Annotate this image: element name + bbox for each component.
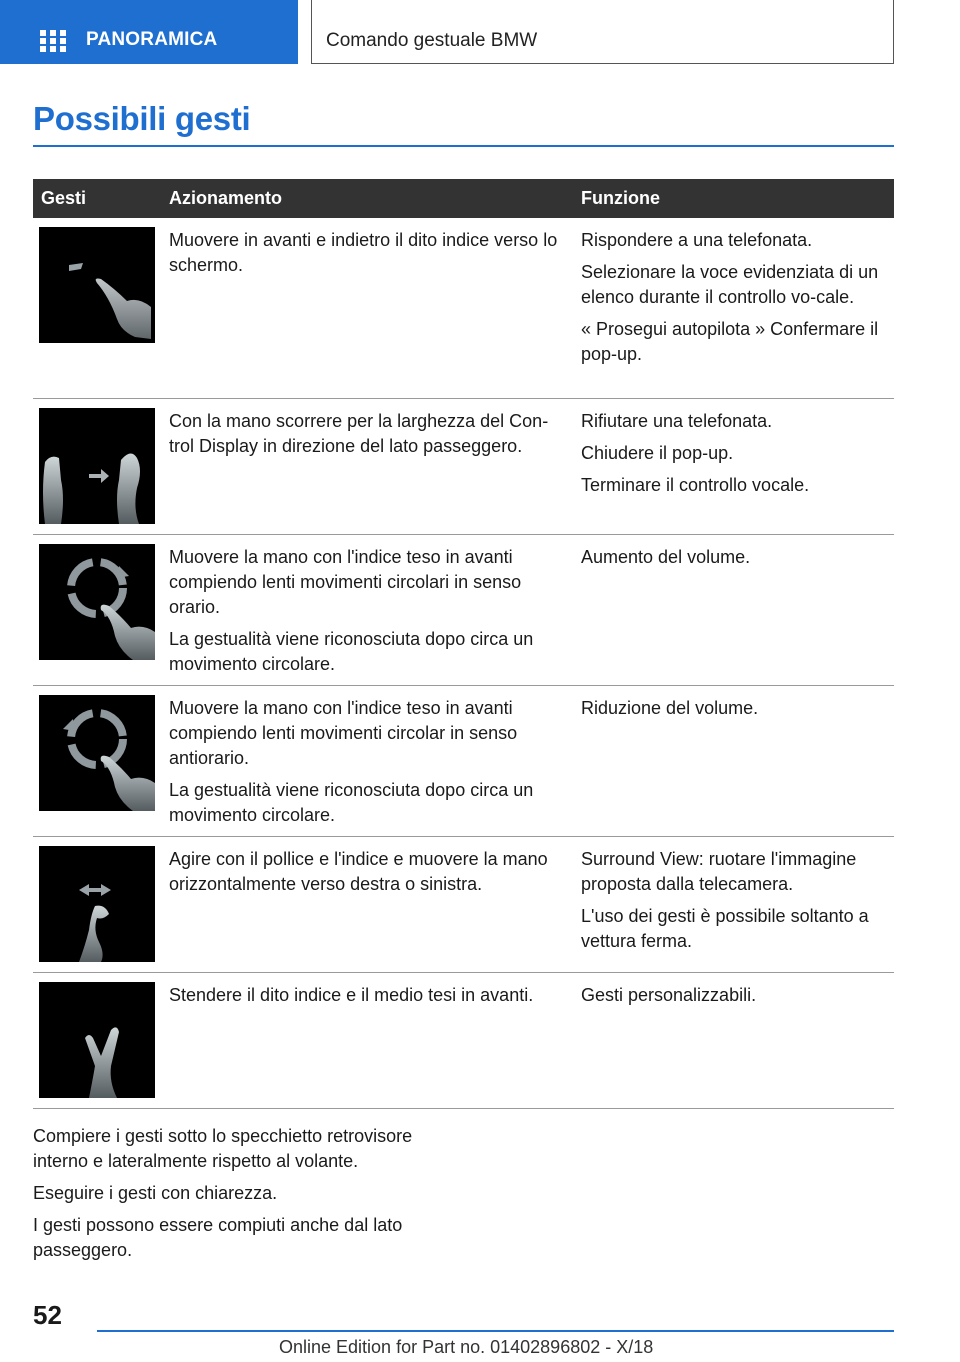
overview-tab-label: PANORAMICA xyxy=(86,29,218,50)
gestures-table xyxy=(33,179,894,1109)
top-bar xyxy=(0,0,960,66)
note-paragraph: I gesti possono essere compiuti anche dal lato passeggero. xyxy=(33,1215,403,1260)
pinch-rotate-gesture-icon xyxy=(39,846,155,962)
column-header-function: Funzione xyxy=(573,179,894,218)
gesture-cell xyxy=(33,685,161,836)
note-paragraph: Compiere i gesti sotto lo specchietto retrovisore interno e lateralmente rispetto al volante. xyxy=(33,1126,413,1171)
edition-footer: Online Edition for Part no. 01402896802 - X/18 xyxy=(279,1337,654,1357)
circle-counterclockwise-gesture-icon xyxy=(39,695,155,811)
function-cell: Gesti personalizzabili. xyxy=(573,972,894,1108)
function-cell: Aumento del volume. xyxy=(573,534,894,685)
title-divider xyxy=(33,145,894,147)
gesture-cell xyxy=(33,836,161,972)
action-cell: Con la mano scorrere per la larghezza del Con-trol Display in direzione del lato passeggero. xyxy=(161,398,573,534)
gesture-cell xyxy=(33,218,161,398)
function-cell: Rifiutare una telefonata. Chiudere il pop-up. Terminare il controllo vocale. xyxy=(573,398,894,534)
action-cell: Agire con il pollice e l'indice e muovere la mano orizzontalmente verso destra o sinistra. xyxy=(161,836,573,972)
table-row xyxy=(33,685,894,836)
table-row xyxy=(33,218,894,398)
table-row xyxy=(33,836,894,972)
footer-divider xyxy=(97,1330,894,1332)
action-cell: Stendere il dito indice e il medio tesi in avanti. xyxy=(161,972,573,1108)
gesture-cell xyxy=(33,534,161,685)
action-cell: Muovere la mano con l'indice teso in avanti compiendo lenti movimenti circolari in senso orario. La gestualità viene riconosciuta dopo circa un movimento circolare. xyxy=(161,534,573,685)
notes-section xyxy=(33,1124,453,1270)
table-header-row xyxy=(33,179,894,218)
two-fingers-gesture-icon xyxy=(39,982,155,1098)
column-header-action: Azionamento xyxy=(161,179,573,218)
column-header-gestures: Gesti xyxy=(33,179,161,218)
table-row xyxy=(33,534,894,685)
function-cell: Surround View: ruotare l'immagine proposta dalla telecamera. L'uso dei gesti è possibile soltanto a vettura ferma. xyxy=(573,836,894,972)
action-cell: Muovere in avanti e indietro il dito indice verso lo schermo. xyxy=(161,218,573,398)
page-title: Possibili gesti xyxy=(33,100,251,137)
finger-point-gesture-icon xyxy=(39,227,155,343)
function-cell: Rispondere a una telefonata. Selezionare la voce evidenziata di un elenco durante il controllo vo-cale. « Prosegui autopilota » Confermare il pop-up. xyxy=(573,218,894,398)
chapter-title-box[interactable] xyxy=(311,0,894,64)
page-number: 52 xyxy=(33,1300,62,1330)
action-cell: Muovere la mano con l'indice teso in avanti compiendo lenti movimenti circolar in senso antiorario. La gestualità viene riconosciuta dopo circa un movimento circolare. xyxy=(161,685,573,836)
note-paragraph: Eseguire i gesti con chiarezza. xyxy=(33,1183,278,1203)
grid-icon xyxy=(40,30,66,52)
overview-tab[interactable] xyxy=(0,0,298,64)
function-cell: Riduzione del volume. xyxy=(573,685,894,836)
gesture-cell xyxy=(33,972,161,1108)
gesture-cell xyxy=(33,398,161,534)
table-row xyxy=(33,398,894,534)
circle-clockwise-gesture-icon xyxy=(39,544,155,660)
table-row xyxy=(33,972,894,1108)
chapter-title: Comando gestuale BMW xyxy=(326,30,538,51)
hand-swipe-gesture-icon xyxy=(39,408,155,524)
